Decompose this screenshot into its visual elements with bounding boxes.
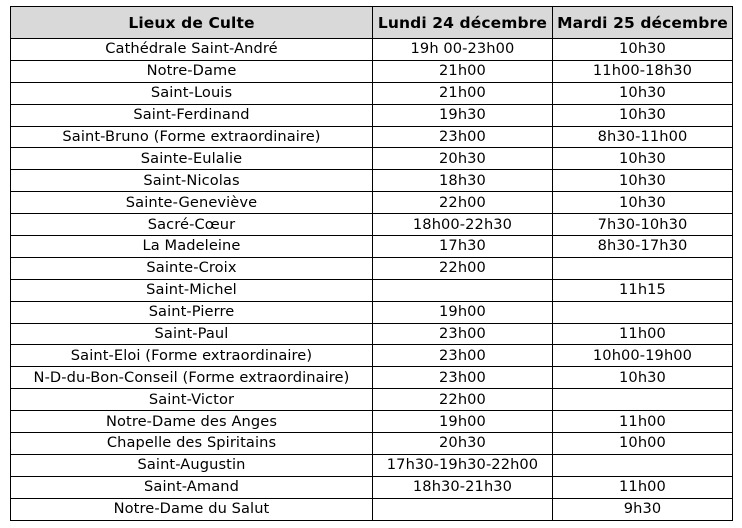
monday-cell: 17h30-19h30-22h00 [373, 454, 553, 476]
monday-cell: 18h30 [373, 170, 553, 192]
tuesday-cell [553, 257, 733, 279]
monday-cell: 21h00 [373, 60, 553, 82]
tuesday-cell: 7h30-10h30 [553, 214, 733, 236]
place-cell: Notre-Dame des Anges [11, 411, 373, 433]
monday-cell: 22h00 [373, 257, 553, 279]
table-row [11, 170, 733, 192]
monday-cell: 18h30-21h30 [373, 476, 553, 498]
monday-cell: 19h30 [373, 104, 553, 126]
header-row [11, 7, 733, 39]
tuesday-cell: 8h30-11h00 [553, 126, 733, 148]
tuesday-cell: 11h00 [553, 411, 733, 433]
table-row [11, 454, 733, 476]
monday-cell: 21h00 [373, 82, 553, 104]
monday-cell: 23h00 [373, 126, 553, 148]
table-row [11, 82, 733, 104]
tuesday-cell: 10h30 [553, 148, 733, 170]
table-row [11, 257, 733, 279]
tuesday-cell: 10h30 [553, 39, 733, 61]
table-row [11, 301, 733, 323]
tuesday-cell: 10h30 [553, 82, 733, 104]
table-row [11, 236, 733, 258]
place-cell: Saint-Paul [11, 323, 373, 345]
place-cell: Saint-Ferdinand [11, 104, 373, 126]
tuesday-cell [553, 389, 733, 411]
table-row [11, 214, 733, 236]
place-cell: N-D-du-Bon-Conseil (Forme extraordinaire) [11, 367, 373, 389]
monday-cell [373, 498, 553, 520]
monday-cell: 22h00 [373, 389, 553, 411]
monday-cell: 17h30 [373, 236, 553, 258]
tuesday-cell: 9h30 [553, 498, 733, 520]
table-row [11, 498, 733, 520]
place-cell: Saint-Pierre [11, 301, 373, 323]
tuesday-cell: 11h00 [553, 323, 733, 345]
place-cell: Saint-Nicolas [11, 170, 373, 192]
place-cell: Notre-Dame du Salut [11, 498, 373, 520]
place-cell: Saint-Eloi (Forme extraordinaire) [11, 345, 373, 367]
mass-schedule-table [10, 6, 733, 521]
tuesday-cell: 10h30 [553, 170, 733, 192]
place-cell: Cathédrale Saint-André [11, 39, 373, 61]
monday-cell: 22h00 [373, 192, 553, 214]
place-cell: Sacré-Cœur [11, 214, 373, 236]
tuesday-cell: 10h30 [553, 367, 733, 389]
monday-cell: 19h 00-23h00 [373, 39, 553, 61]
tuesday-cell [553, 454, 733, 476]
tuesday-cell: 11h00-18h30 [553, 60, 733, 82]
monday-cell: 23h00 [373, 345, 553, 367]
monday-cell [373, 279, 553, 301]
place-cell: Saint-Amand [11, 476, 373, 498]
tuesday-cell: 11h00 [553, 476, 733, 498]
monday-cell: 20h30 [373, 148, 553, 170]
table-row [11, 279, 733, 301]
place-cell: Saint-Louis [11, 82, 373, 104]
table-row [11, 104, 733, 126]
monday-cell: 23h00 [373, 367, 553, 389]
tuesday-cell: 8h30-17h30 [553, 236, 733, 258]
tuesday-cell: 11h15 [553, 279, 733, 301]
tuesday-cell [553, 301, 733, 323]
monday-cell: 19h00 [373, 301, 553, 323]
place-cell: Saint-Michel [11, 279, 373, 301]
table-row [11, 148, 733, 170]
table-row [11, 323, 733, 345]
table-row [11, 433, 733, 455]
header-tuesday: Mardi 25 décembre [553, 7, 733, 39]
place-cell: Sainte-Croix [11, 257, 373, 279]
tuesday-cell: 10h00 [553, 433, 733, 455]
place-cell: Saint-Augustin [11, 454, 373, 476]
header-monday: Lundi 24 décembre [373, 7, 553, 39]
monday-cell: 18h00-22h30 [373, 214, 553, 236]
table-row [11, 389, 733, 411]
tuesday-cell: 10h30 [553, 192, 733, 214]
monday-cell: 23h00 [373, 323, 553, 345]
tuesday-cell: 10h30 [553, 104, 733, 126]
table-row [11, 39, 733, 61]
table-row [11, 411, 733, 433]
table-row [11, 60, 733, 82]
monday-cell: 19h00 [373, 411, 553, 433]
table-row [11, 126, 733, 148]
place-cell: Sainte-Eulalie [11, 148, 373, 170]
place-cell: Saint-Victor [11, 389, 373, 411]
tuesday-cell: 10h00-19h00 [553, 345, 733, 367]
table-row [11, 367, 733, 389]
monday-cell: 20h30 [373, 433, 553, 455]
table-row [11, 476, 733, 498]
table-row [11, 345, 733, 367]
table-body [11, 39, 733, 521]
place-cell: Saint-Bruno (Forme extraordinaire) [11, 126, 373, 148]
place-cell: Sainte-Geneviève [11, 192, 373, 214]
place-cell: La Madeleine [11, 236, 373, 258]
header-place: Lieux de Culte [11, 7, 373, 39]
place-cell: Notre-Dame [11, 60, 373, 82]
place-cell: Chapelle des Spiritains [11, 433, 373, 455]
table-row [11, 192, 733, 214]
